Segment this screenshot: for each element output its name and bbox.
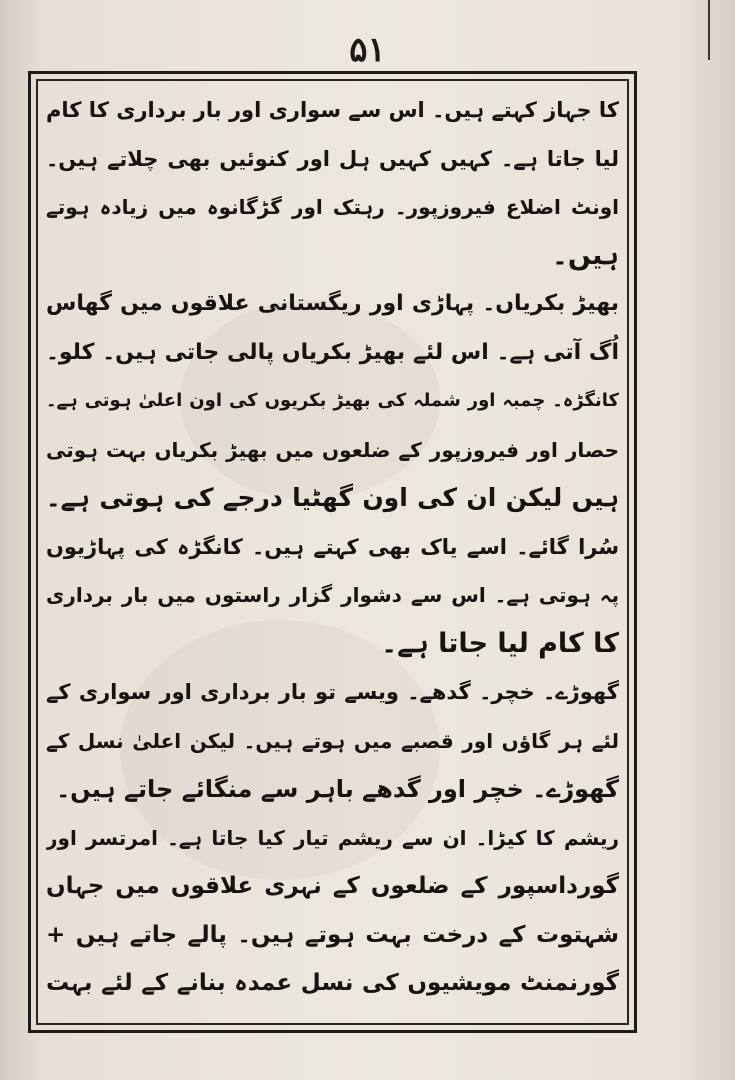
text-line: سُرا گائے۔ اسے یاک بھی کہتے ہیں۔ کانگڑہ کی پہاڑیوں (46, 534, 619, 559)
text-line: لئے ہر گاؤں اور قصبے میں ہوتے ہیں۔ لیکن اعلیٰ نسل کے (46, 728, 619, 753)
text-line: کا جہاز کہتے ہیں۔ اس سے سواری اور بار برداری کا کام (46, 98, 619, 122)
page-text (46, 86, 619, 1016)
text-line: کا کام لیا جاتا ہے۔ (381, 627, 619, 659)
text-line: گورداسپور کے ضلعوں کے نہری علاقوں میں جہاں (46, 873, 619, 899)
text-line: اونٹ اضلاع فیروزپور۔ رہتک اور گڑگانوہ میں زیادہ ہوتے (46, 195, 619, 219)
text-line: گھوڑے۔ خچر اور گدھے باہر سے منگائے جاتے ہیں۔ (56, 775, 619, 803)
text-line: حصار اور فیروزپور کے ضلعوں میں بھیڑ بکریاں بہت ہوتی (46, 437, 619, 462)
text-line: شہتوت کے درخت بہت ہوتے ہیں۔ پالے جاتے ہیں + (46, 921, 619, 948)
text-line: پہ ہوتی ہے۔ اس سے دشوار گزار راستوں میں بار برداری (46, 583, 619, 607)
text-line: گورنمنٹ مویشیوں کی نسل عمدہ بنانے کے لئے بہت (46, 970, 619, 996)
text-line: لیا جاتا ہے۔ کہیں کہیں ہل اور کنوئیں بھی چلاتے ہیں۔ (46, 146, 619, 171)
text-line: ہیں۔ (552, 239, 619, 271)
text-line: کانگڑہ۔ چمبہ اور شملہ کی بھیڑ بکریوں کی اون اعلیٰ ہوتی ہے۔ (46, 390, 619, 411)
text-line: بھیڑ بکریاں۔ پہاڑی اور ریگستانی علاقوں میں گھاس (46, 291, 619, 316)
text-line: گھوڑے۔ خچر۔ گدھے۔ ویسے تو بار برداری اور سواری کے (46, 680, 619, 704)
text-line: اُگ آتی ہے۔ اس لئے بھیڑ بکریاں پالی جاتی ہیں۔ کلو۔ (46, 339, 619, 365)
text-line: ریشم کا کیڑا۔ ان سے ریشم تیار کیا جاتا ہے۔ امرتسر اور (46, 825, 619, 850)
text-line: ہیں لیکن ان کی اون گھٹیا درجے کی ہوتی ہے۔ (46, 483, 619, 512)
page-number: ۵۱ (349, 30, 386, 70)
